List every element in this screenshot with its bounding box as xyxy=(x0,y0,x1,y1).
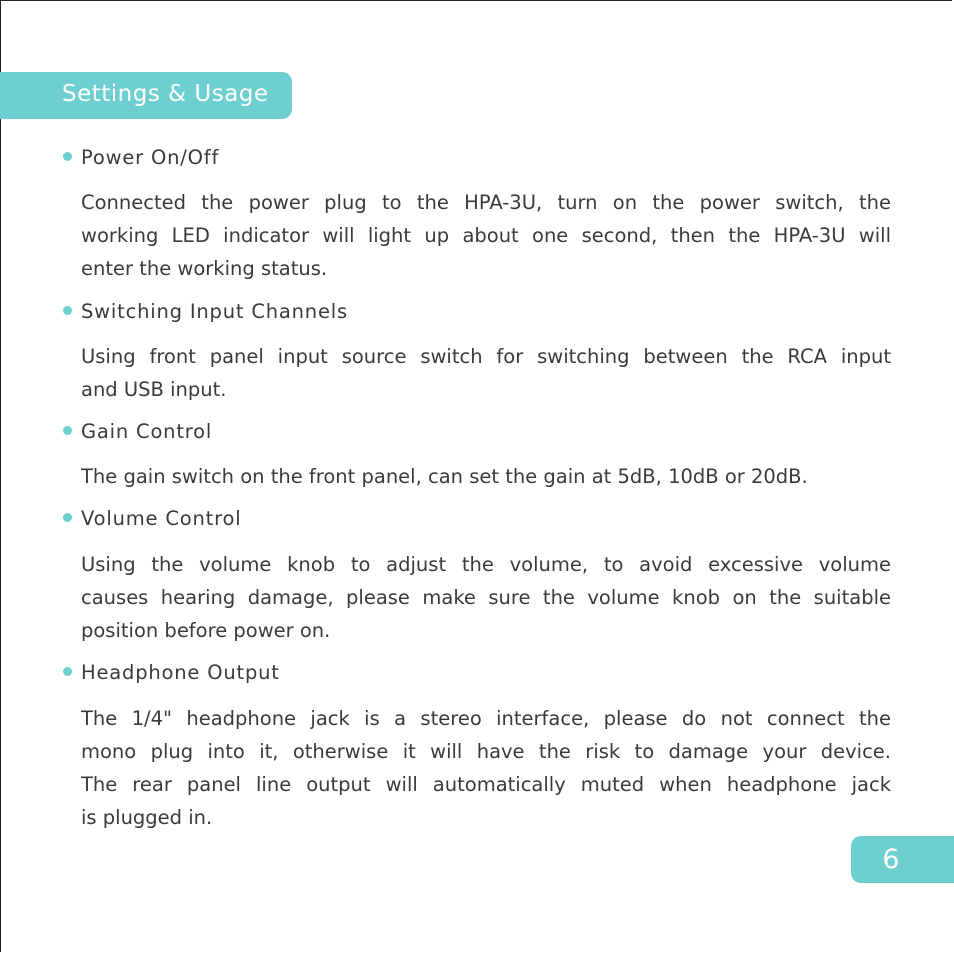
section-title: Settings & Usage xyxy=(62,81,269,107)
paragraph-line: working LED indicator will light up about one second, then the HPA-3U will xyxy=(81,224,891,247)
bullet-icon xyxy=(63,306,72,315)
paragraph-line: causes hearing damage, please make sure the volume knob on the suitable xyxy=(81,586,891,609)
heading-headphone-output xyxy=(63,661,280,684)
paragraph-line: The rear panel line output will automatically muted when headphone jack xyxy=(81,773,891,796)
page-number: 6 xyxy=(882,844,900,875)
paragraph-line: is plugged in. xyxy=(81,806,213,829)
paragraph-line: Using front panel input source switch for switching between the RCA input xyxy=(81,345,891,368)
heading-gain-control xyxy=(63,420,212,443)
paragraph-line: and USB input. xyxy=(81,378,227,401)
bullet-icon xyxy=(63,513,72,522)
bullet-icon xyxy=(63,426,72,435)
bullet-icon xyxy=(63,667,72,676)
paragraph-line: Connected the power plug to the HPA-3U, turn on the power switch, the xyxy=(81,191,891,214)
heading-volume-control xyxy=(63,507,241,530)
heading-label: Gain Control xyxy=(81,420,213,443)
paragraph-line: position before power on. xyxy=(81,619,331,642)
paragraph-line: enter the working status. xyxy=(81,257,328,280)
page-number-tab xyxy=(851,836,954,883)
heading-label: Headphone Output xyxy=(81,661,280,684)
heading-label: Power On/Off xyxy=(81,146,220,169)
paragraph-line: mono plug into it, otherwise it will have the risk to damage your device. xyxy=(81,740,891,763)
paragraph-line: The gain switch on the front panel, can set the gain at 5dB, 10dB or 20dB. xyxy=(81,465,808,488)
paragraph-line: The 1/4" headphone jack is a stereo interface, please do not connect the xyxy=(81,707,891,730)
heading-switching-input-channels xyxy=(63,300,348,323)
heading-label: Switching Input Channels xyxy=(81,300,348,323)
section-header-tab xyxy=(0,72,292,119)
paragraph-line: Using the volume knob to adjust the volume, to avoid excessive volume xyxy=(81,553,891,576)
bullet-icon xyxy=(63,152,72,161)
heading-power-on-off xyxy=(63,146,219,169)
heading-label: Volume Control xyxy=(81,507,242,530)
